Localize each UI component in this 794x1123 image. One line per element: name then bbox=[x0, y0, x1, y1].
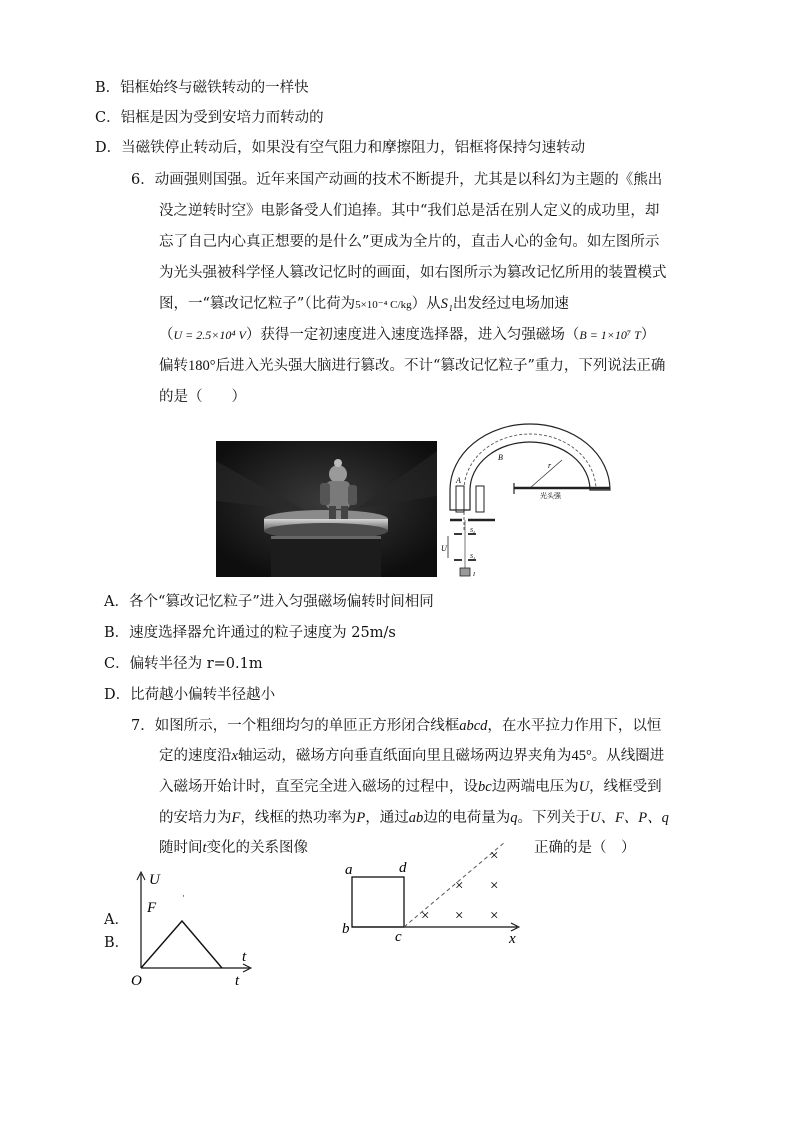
option-text: 比荷越小偏转半径越小 bbox=[130, 687, 276, 703]
field-cross: × bbox=[455, 908, 464, 924]
q6-option-d bbox=[104, 685, 275, 705]
q7-text: 。从线圈进 bbox=[591, 748, 665, 764]
q6-line7 bbox=[159, 356, 665, 376]
q7-text: 入磁场开始计时，直至完全进入磁场的过程中，设 bbox=[159, 779, 478, 795]
field-cross: × bbox=[455, 878, 464, 894]
option-label: D． bbox=[104, 687, 131, 703]
q5-option-b bbox=[95, 78, 309, 98]
field-cross: × bbox=[490, 908, 499, 924]
svg-text:·: · bbox=[182, 891, 185, 901]
q6-text: （ bbox=[159, 327, 174, 343]
triangle-curve bbox=[141, 921, 222, 968]
label-u: U bbox=[441, 544, 447, 553]
q7-text: 的安培力为 bbox=[159, 810, 232, 826]
q6-line8: 的是（ ） bbox=[159, 389, 246, 405]
q7-line3 bbox=[159, 777, 662, 797]
q7-line4 bbox=[159, 808, 669, 828]
q6-line3: 忘了自己内心真正想要的是什么”更成为全片的，直击人心的金句。如左图所示 bbox=[159, 234, 660, 250]
q7-text: 边两端电压为 bbox=[491, 779, 579, 795]
q6-text: ） bbox=[640, 327, 656, 343]
q5-option-c bbox=[95, 108, 324, 128]
q6-text: ）从 bbox=[411, 296, 441, 312]
frame-symbol: abcd bbox=[459, 718, 488, 734]
movie-still-photo bbox=[216, 441, 437, 577]
option-text: 速度选择器允许通过的粒子速度为 25m/s bbox=[129, 625, 396, 641]
label-target: 光头强 bbox=[540, 492, 561, 500]
option-text: 当磁铁停止转动后，如果没有空气阻力和摩擦阻力，铝框将保持匀速转动 bbox=[121, 140, 586, 156]
q6-text: 偏转 bbox=[159, 358, 188, 374]
q6-option-c bbox=[104, 654, 263, 674]
symbol-t: t bbox=[202, 840, 207, 856]
edge-bc: bc bbox=[478, 779, 492, 795]
label-x: x bbox=[509, 931, 516, 947]
label-s1: S₁ bbox=[470, 554, 476, 560]
apparatus-diagram bbox=[440, 420, 620, 580]
q6-option-b bbox=[104, 623, 396, 643]
axis-symbol: x bbox=[231, 748, 238, 764]
option-label: B． bbox=[95, 80, 121, 96]
voltage-value: U = 2.5×10⁴ V bbox=[173, 328, 246, 342]
particle-path bbox=[464, 434, 596, 530]
q7-text: 定的速度沿 bbox=[159, 748, 232, 764]
symbol-u: U bbox=[578, 779, 590, 795]
q6-line6 bbox=[159, 325, 655, 345]
option-text: 各个“篡改记忆粒子”进入匀强磁场偏转时间相同 bbox=[128, 594, 434, 610]
label-f: F bbox=[147, 900, 157, 916]
q6-option-a bbox=[104, 592, 434, 612]
q6-text: 图，一“篡改记忆粒子”（比荷为 bbox=[159, 296, 356, 312]
label-a: A bbox=[456, 476, 461, 485]
q5-option-d bbox=[95, 138, 585, 158]
field-region bbox=[450, 424, 610, 510]
variables-list: U、F、P、q bbox=[589, 810, 669, 826]
q7-text: 随时间 bbox=[159, 840, 203, 856]
symbol-f: F bbox=[231, 810, 241, 826]
q7-line1 bbox=[131, 716, 661, 736]
option-text: 铝框始终与磁铁转动的一样快 bbox=[120, 80, 309, 96]
angle-value: 45° bbox=[571, 748, 592, 764]
q7-text: 如图所示，一个粗细均匀的单匝正方形闭合线框 bbox=[154, 718, 460, 734]
label-a: a bbox=[345, 862, 353, 878]
symbol-p: P bbox=[356, 810, 366, 826]
q7-text: 轴运动，磁场方向垂直纸面向里且磁场两边界夹角为 bbox=[237, 748, 572, 764]
q6-line1 bbox=[131, 170, 662, 190]
selector-plate-right bbox=[476, 486, 484, 512]
q7-line5-end: 正确的是（ ） bbox=[534, 840, 636, 856]
symbol-q: q bbox=[510, 810, 518, 826]
label-d: d bbox=[399, 860, 407, 876]
q7-text: ，通过 bbox=[365, 810, 409, 826]
field-cross: × bbox=[421, 908, 430, 924]
q6-line5 bbox=[159, 294, 569, 315]
label-b: b bbox=[342, 921, 350, 937]
q6-line2: 没之逆转时空》电影备受人们追捧。其中“我们总是活在别人定义的成功里，却 bbox=[159, 203, 660, 219]
q7-line2 bbox=[159, 746, 664, 766]
label-t1: t bbox=[242, 949, 247, 965]
q6-text: ）获得一定初速度进入速度选择器，进入匀强磁场（ bbox=[245, 327, 580, 343]
option-graph bbox=[125, 868, 265, 990]
q7-text: 变化的关系图像 bbox=[206, 840, 309, 856]
field-value: B = 1×10⁷ T bbox=[579, 328, 641, 342]
edge-ab: ab bbox=[408, 810, 424, 826]
q7-text: ，线框受到 bbox=[589, 779, 662, 795]
q7-text: 边的电荷量为 bbox=[423, 810, 511, 826]
q6-text: 后进入光头强大脑进行篡改。不计“篡改记忆粒子”重力，下列说法正确 bbox=[215, 358, 666, 374]
selector-plate-left bbox=[456, 486, 464, 512]
q6-line4: 为光头强被科学怪人篡改记忆时的画面，如右图所示为篡改记忆所用的装置模式 bbox=[159, 265, 667, 281]
option-label: B． bbox=[104, 625, 130, 641]
label-s2: S₂ bbox=[470, 528, 476, 534]
option-text: 偏转半径为 r=0.1m bbox=[129, 656, 263, 672]
q6-number: 6． bbox=[131, 172, 155, 188]
label-b: B bbox=[498, 453, 503, 462]
radius-line bbox=[530, 460, 562, 488]
q7-number: 7． bbox=[131, 718, 155, 734]
q7-text: ，线框的热功率为 bbox=[240, 810, 357, 826]
label-origin: O bbox=[131, 973, 142, 989]
source-symbol: S₁ bbox=[440, 296, 453, 312]
movie-still-image bbox=[216, 441, 437, 577]
q7-text: 。下列关于 bbox=[517, 810, 590, 826]
option-label: A． bbox=[104, 594, 129, 610]
q6-text: 出发经过电场加速 bbox=[452, 296, 569, 312]
option-label: D． bbox=[95, 140, 122, 156]
label-r: r bbox=[548, 461, 552, 470]
q7-text: ，在水平拉力作用下，以恒 bbox=[487, 718, 662, 734]
square-frame bbox=[352, 877, 404, 927]
label-source: I bbox=[473, 572, 475, 578]
option-text: 铝框是因为受到安培力而转动的 bbox=[120, 110, 324, 126]
option-label: C． bbox=[104, 656, 130, 672]
q7-line5 bbox=[159, 838, 308, 858]
label-u: U bbox=[149, 872, 160, 888]
label-c: c bbox=[395, 929, 402, 945]
field-cross: × bbox=[490, 848, 499, 864]
label-t2: t bbox=[235, 973, 240, 989]
particle-source bbox=[460, 568, 470, 576]
frame-field-figure bbox=[335, 840, 525, 950]
q7-option-b-label: B． bbox=[104, 935, 130, 951]
field-cross: × bbox=[490, 878, 499, 894]
option-label: C． bbox=[95, 110, 121, 126]
charge-ratio: 5×10⁻⁴ C/kg bbox=[355, 299, 412, 311]
q6-text: 动画强则国强。近年来国产动画的技术不断提升，尤其是以科幻为主题的《熊出 bbox=[154, 172, 663, 188]
q7-option-a-label: A． bbox=[104, 912, 129, 928]
angle-value: 180° bbox=[188, 358, 216, 374]
